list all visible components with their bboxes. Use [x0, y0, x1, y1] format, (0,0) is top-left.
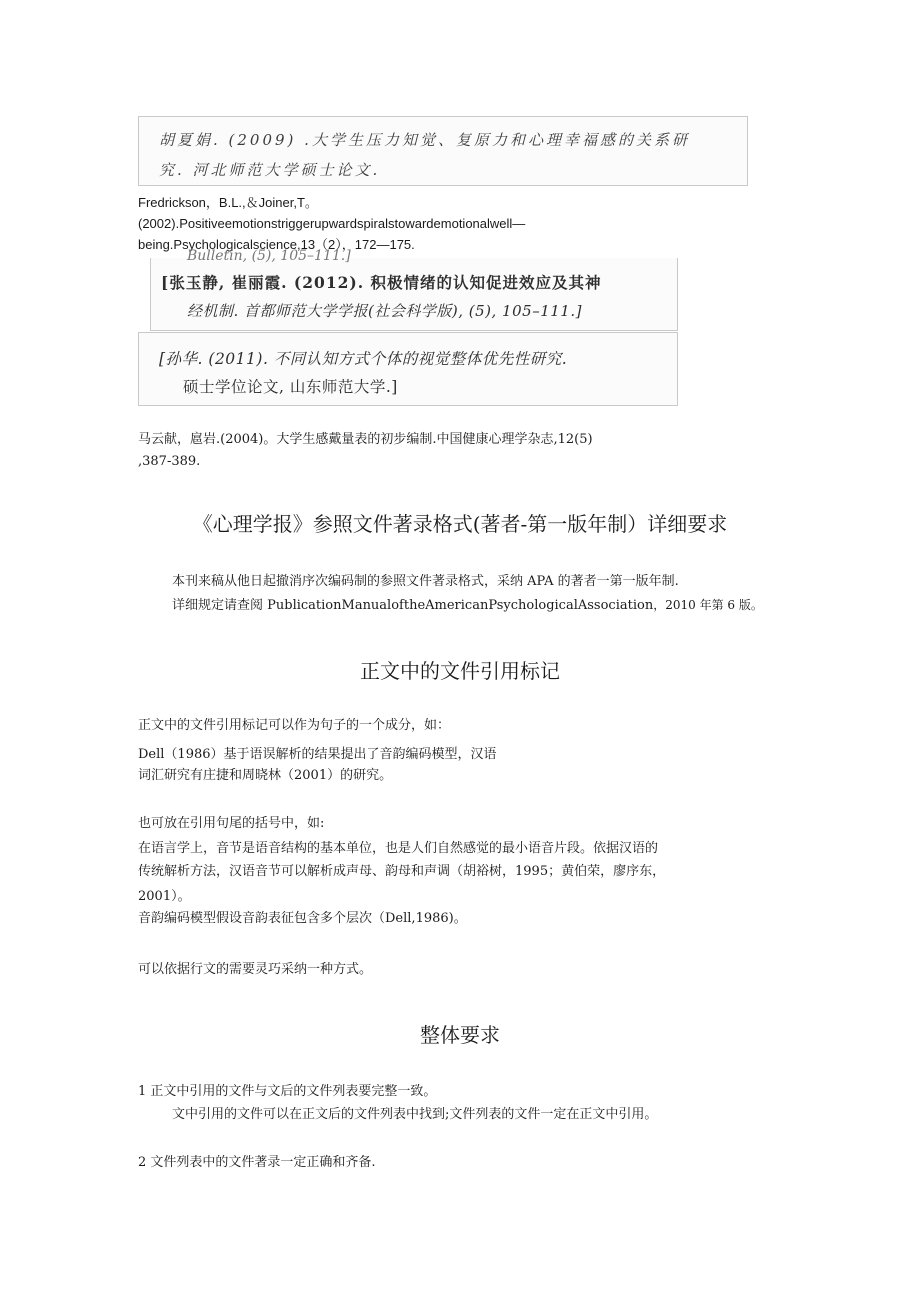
section-1-title: 《心理学报》参照文件著录格式(著者-第一版年制）详细要求 — [192, 512, 728, 536]
clip2-fragment: Bulletin, (5), 105–111.] — [187, 248, 351, 264]
section-2-example-1-line2: 词汇研究有庄捷和周晓林（2001）的研究。 — [138, 768, 393, 783]
section-1-paragraph-2b: ，2010 年第 6 版。 — [653, 598, 763, 612]
ref-fredrickson-line3: being.Psychologicalscience,13（2），172—175. — [138, 237, 415, 252]
section-3-item-1: 1 正文中引用的文件与文后的文件列表要完整一致。 — [138, 1084, 437, 1099]
clip2-line2: 经机制. 首都师范大学学报(社会科学版), (5), 105–111.] — [187, 302, 582, 320]
section-2-intro: 正文中的文件引用标记可以作为句子的一个成分，如： — [138, 718, 451, 733]
section-2-example-2-line2: 传统解析方法，汉语音节可以解析成声母、韵母和声调（胡裕树，1995；黄伯荣，廖序东， — [138, 864, 666, 879]
section-2-example-1-line1: Dell（1986）基于语误解析的结果提出了音韵编码模型，汉语 — [138, 747, 497, 762]
section-1-paragraph-1: 本刊来稿从他日起撤消序次编码制的参照文件著录格式，采纳 APA 的著者一第一版年制. — [172, 574, 679, 589]
reference-image-clip-3 — [138, 332, 678, 406]
ref-ma-line2: ,387-389. — [138, 454, 201, 469]
section-1-paragraph-2 — [172, 595, 763, 616]
section-2-intro-2: 也可放在引用句尾的括号中，如: — [138, 816, 325, 831]
ref-fredrickson-line1: Fredrickson，B.L.,＆Joiner,T。 — [138, 195, 318, 210]
ref-ma-line1: 马云献，扈岩.(2004)。大学生感戴量表的初步编制.中国健康心理学杂志,12(5) — [138, 432, 593, 447]
clip3-line1: [孙华. (2011). 不同认知方式个体的视觉整体优先性研究. — [159, 350, 568, 368]
section-2-title: 正文中的文件引用标记 — [360, 659, 560, 683]
ref-fredrickson-line2: (2002).Positiveemotionstriggerupwardspiralstowardemotionalwell— — [138, 216, 526, 231]
reference-image-clip-1 — [138, 116, 748, 186]
clip1-line2: 究. 河北师范大学硕士论文. — [159, 161, 381, 179]
clip2-line1: [张玉静, 崔丽霞. (2012). 积极情绪的认知促进效应及其神 — [161, 273, 602, 292]
section-2-example-2-line1: 在语言学上，音节是语音结构的基本单位，也是人们自然感觉的最小语音片段。依据汉语的 — [138, 841, 659, 856]
section-3-title: 整体要求 — [420, 1023, 500, 1047]
section-2-example-2-line3: 2001）。 — [138, 889, 191, 904]
section-3-item-1-sub: 文中引用的文件可以在正文后的文件列表中找到;文件列表的文件一定在正文中引用。 — [172, 1107, 658, 1122]
section-2-closing: 可以依据行文的需要灵巧采纳一种方式。 — [138, 962, 373, 977]
clip1-line1: 胡夏娟. (2009) .大学生压力知觉、复原力和心理幸福感的关系研 — [159, 131, 690, 149]
section-1-paragraph-2a: 详细规定请查阅 PublicationManualoftheAmericanPsychologicalAssociation — [172, 598, 654, 613]
reference-image-clip-2 — [150, 248, 678, 331]
section-3-item-2: 2 文件列表中的文件著录一定正确和齐备. — [138, 1155, 376, 1170]
section-2-example-2-line4: 音韵编码模型假设音韵表征包含多个层次（Dell,1986)。 — [138, 911, 467, 926]
clip3-line2: 硕士学位论文, 山东师范大学.] — [183, 378, 398, 396]
